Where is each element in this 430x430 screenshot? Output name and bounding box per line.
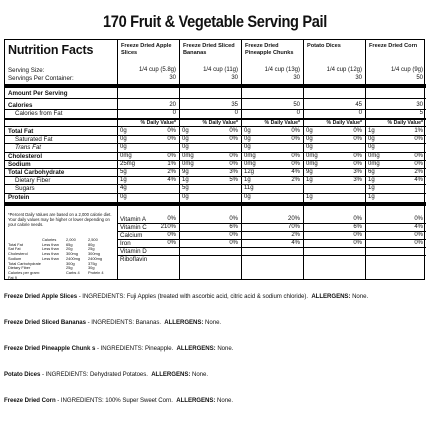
reference-cell: 300mg xyxy=(88,251,100,257)
nutrient-value: 0 xyxy=(234,110,238,116)
nutrient-value: 0% xyxy=(229,216,238,222)
nutrient-value: 0g xyxy=(120,136,127,142)
daily-value-header: % Daily Value* xyxy=(387,120,423,126)
nutrient-value: 0% xyxy=(167,128,176,134)
nutrient-value: 1g xyxy=(306,194,313,200)
nutrient-value: 4% xyxy=(167,177,176,183)
nutrient-value: 0% xyxy=(353,232,362,238)
nutrient-value: 2% xyxy=(167,169,176,175)
nutrient-label: Sodium xyxy=(8,161,31,168)
allergens-label: ALLERGENS: xyxy=(151,371,191,378)
nutrient-value: 50 xyxy=(416,75,423,81)
reference-cell: 2400mg xyxy=(66,255,81,261)
nutrient-value: 0g xyxy=(182,136,189,142)
vitamin-label: Vitamin D xyxy=(120,248,147,255)
product-column xyxy=(117,40,179,279)
nutrient-value: 0% xyxy=(229,232,238,238)
reference-cell: 65g xyxy=(66,241,73,247)
ingredient-product-name: Freeze Dried Apple Slices xyxy=(4,293,78,300)
product-name: Freeze Dried Apple Slices xyxy=(121,43,172,56)
nutrient-value: 0g xyxy=(182,194,189,200)
product-name: Freeze Dried Sliced Bananas xyxy=(183,43,235,56)
reference-cell: 2,500 xyxy=(88,237,98,242)
reference-cell: Dietary Fiber xyxy=(8,265,31,271)
nutrient-value: 0mg xyxy=(244,161,256,167)
ingredient-text: - INGREDIENTS: Pineapple. xyxy=(95,345,174,352)
nutrient-label: Total Carbohydrate xyxy=(8,169,65,176)
allergens-label: ALLERGENS: xyxy=(164,319,204,326)
reference-cell: Less than xyxy=(42,251,59,257)
allergens-value: None. xyxy=(203,319,222,326)
reference-cell: Less than xyxy=(42,246,59,252)
nutrient-label: Calories xyxy=(8,102,33,109)
nutrient-value: 35 xyxy=(231,102,238,108)
reference-cell: Sodium xyxy=(8,255,22,261)
vitamin-label: Iron xyxy=(120,240,131,247)
nutrient-value: 0% xyxy=(291,136,300,142)
reference-cell: Less than xyxy=(42,255,59,261)
nutrient-value: 0% xyxy=(353,216,362,222)
nutrient-value: 0g xyxy=(306,128,313,134)
nutrient-value: 2% xyxy=(291,232,300,238)
daily-value-header: % Daily Value* xyxy=(202,120,238,126)
nutrient-value: 0% xyxy=(291,161,300,167)
nutrient-value: 6% xyxy=(353,224,362,230)
reference-cell: 25g xyxy=(88,246,95,252)
nutrient-value: 0% xyxy=(414,240,423,246)
nutrient-value: 0% xyxy=(167,232,176,238)
ingredient-product-name: Potato Dices xyxy=(4,371,41,378)
nutrient-label: Trans Fat xyxy=(15,144,42,151)
nutrient-value: 9g xyxy=(182,169,189,175)
nutrient-value: 0% xyxy=(229,128,238,134)
nutrient-value: 0% xyxy=(353,153,362,159)
allergens-value: None. xyxy=(215,345,234,352)
nutrient-value: 25mg xyxy=(120,161,136,167)
vitamin-label: Vitamin A xyxy=(120,216,147,223)
ingredient-text: - INGREDIENTS: 100% Super Sweet Corn. xyxy=(55,397,173,404)
nutrient-value: 0g xyxy=(244,136,251,142)
nutrient-value: 0g xyxy=(368,136,375,142)
nutrient-value: 1g xyxy=(368,194,375,200)
nutrient-value: 1g xyxy=(244,177,251,183)
nutrient-value: 6g xyxy=(368,169,375,175)
reference-cell: 30g xyxy=(88,265,95,271)
nutrient-value: 0% xyxy=(353,161,362,167)
nutrient-value: 50 xyxy=(293,102,300,108)
nutrient-value: 0g xyxy=(244,194,251,200)
reference-cell: Total Fat xyxy=(8,241,23,247)
nutrient-value: 1g xyxy=(368,128,375,134)
allergens-value: None. xyxy=(350,293,369,300)
amount-per-serving-label: Amount Per Serving xyxy=(8,90,68,97)
nutrient-value: 1g xyxy=(182,177,189,183)
reference-cell: Calories per gram: Fat 9 xyxy=(8,269,41,280)
nutrient-label: Sugars xyxy=(15,185,35,192)
nutrient-label: Total Fat xyxy=(8,128,34,135)
product-name: Freeze Dried Corn xyxy=(369,43,418,49)
reference-cell: 300g xyxy=(66,260,75,266)
nutrient-value: 5g xyxy=(120,169,127,175)
nutrient-value: 1/4 cup (5.8g) xyxy=(138,67,176,73)
allergens-label: ALLERGENS: xyxy=(176,345,216,352)
nutrient-value: 5 xyxy=(419,110,423,116)
nutrient-value: 0% xyxy=(291,128,300,134)
nutrient-value: 0% xyxy=(167,153,176,159)
vitamin-label: Riboflavin xyxy=(120,256,148,263)
nutrient-value: 0g xyxy=(244,144,251,150)
nutrient-label: Calories from Fat xyxy=(15,110,63,117)
ingredient-line xyxy=(4,345,233,352)
nutrient-value: 1g xyxy=(368,185,375,191)
allergens-label: ALLERGENS: xyxy=(176,397,216,404)
nutrient-value: 0mg xyxy=(306,153,318,159)
nutrient-value: 4g xyxy=(120,185,127,191)
nutrient-value: 20% xyxy=(287,216,300,222)
ingredient-text: - INGREDIENTS: Bananas. xyxy=(85,319,161,326)
nutrient-value: 1% xyxy=(414,128,423,134)
nutrient-value: 30 xyxy=(169,75,176,81)
page-title: 170 Fruit & Vegetable Serving Pail xyxy=(103,12,327,31)
reference-cell: 2,000 xyxy=(66,237,76,242)
nutrient-value: 0mg xyxy=(368,161,380,167)
nutrient-value: 2% xyxy=(291,177,300,183)
nutrient-value: 45 xyxy=(355,102,362,108)
product-column xyxy=(241,40,303,279)
nutrient-value: 3% xyxy=(353,177,362,183)
reference-cell: Calories xyxy=(42,237,57,242)
daily-value-footnote: *Percent Daily Values are based on a 2,000 calorie diet. Your daily values may be higher or lower depending on your calorie needs. xyxy=(8,212,112,228)
nutrient-value: 0% xyxy=(167,240,176,246)
allergens-value: None. xyxy=(215,397,234,404)
nutrient-value: 1g xyxy=(368,177,375,183)
nutrient-value: 0% xyxy=(414,161,423,167)
nutrient-value: 0% xyxy=(229,240,238,246)
nutrient-value: 0% xyxy=(414,232,423,238)
nutrient-label: Cholesterol xyxy=(8,153,43,160)
nutrient-value: 4% xyxy=(291,240,300,246)
ingredient-line xyxy=(4,319,221,326)
nutrient-value: 0g xyxy=(368,144,375,150)
reference-cell: 80g xyxy=(88,241,95,247)
nutrient-value: 0mg xyxy=(120,153,132,159)
product-name: Potato Dices xyxy=(307,43,341,49)
ingredient-line xyxy=(4,293,368,300)
product-column xyxy=(303,40,365,279)
reference-row xyxy=(8,271,113,280)
reference-cell: Carbs 4 xyxy=(66,269,80,275)
nutrient-value: 0 xyxy=(358,110,362,116)
nutrient-value: 1/4 cup (12g) xyxy=(326,67,362,73)
nutrient-value: 1% xyxy=(167,161,176,167)
nutrient-value: 0g xyxy=(244,128,251,134)
nutrient-value: 9g xyxy=(306,169,313,175)
daily-value-reference-table xyxy=(8,238,113,280)
reference-cell: 25g xyxy=(66,265,73,271)
nutrient-value: 0% xyxy=(229,136,238,142)
ingredient-product-name: Freeze Dried Corn xyxy=(4,397,56,404)
vitamin-label: Vitamin C xyxy=(120,224,147,231)
product-name: Freeze Dried Pineapple Chunks xyxy=(245,43,294,56)
product-column xyxy=(179,40,241,279)
nutrient-value: 0% xyxy=(353,128,362,134)
nutrient-label: Protein xyxy=(8,194,30,201)
nutrient-value: 2% xyxy=(414,169,423,175)
vitamin-label: Calcium xyxy=(120,232,143,239)
ingredient-text: - INGREDIENTS: Fuji Apples (treated with ascorbic acid, citric acid & sodium chloride). xyxy=(77,293,309,300)
nutrition-facts-heading: Nutrition Facts xyxy=(8,43,94,57)
nutrient-value: 70% xyxy=(287,224,300,230)
nutrient-value: 1g xyxy=(306,177,313,183)
nutrient-value: 3% xyxy=(353,169,362,175)
nutrient-value: 0g xyxy=(306,144,313,150)
nutrient-label: Saturated Fat xyxy=(15,136,53,143)
nutrient-value: 0g xyxy=(120,128,127,134)
ingredient-text: - INGREDIENTS: Dehydrated Potatoes. xyxy=(40,371,148,378)
reference-cell: 300mg xyxy=(66,251,78,257)
nutrition-facts-panel xyxy=(4,39,425,280)
nutrient-value: 0% xyxy=(353,240,362,246)
nutrient-value: 0% xyxy=(353,136,362,142)
reference-cell: Less than xyxy=(42,241,59,247)
nutrient-value: 0g xyxy=(182,144,189,150)
ingredient-product-name: Freeze Dried Sliced Bananas xyxy=(4,319,86,326)
nutrient-value: 0% xyxy=(291,153,300,159)
nutrient-value: 1/4 cup (9g) xyxy=(390,67,423,73)
nutrient-value: 0% xyxy=(167,216,176,222)
nutrient-value: 4% xyxy=(414,224,423,230)
nutrient-value: 6% xyxy=(229,224,238,230)
nutrient-value: 0mg xyxy=(306,161,318,167)
nutrient-value: 1/4 cup (13g) xyxy=(264,67,300,73)
reference-cell: Sat Fat xyxy=(8,246,21,252)
product-column xyxy=(365,40,426,279)
reference-cell: Protein 4 xyxy=(88,269,104,275)
nutrient-value: 30 xyxy=(355,75,362,81)
reference-cell: Total Carbohydrate xyxy=(8,260,41,266)
nutrient-value: 0% xyxy=(229,153,238,159)
nutrient-value: 0mg xyxy=(182,153,194,159)
nutrient-value: 5% xyxy=(229,177,238,183)
daily-value-header: % Daily Value* xyxy=(140,120,176,126)
nutrient-value: 4% xyxy=(291,169,300,175)
nutrient-value: 3% xyxy=(229,169,238,175)
reference-cell: 375g xyxy=(88,260,97,266)
nutrient-value: 20 xyxy=(169,102,176,108)
nutrient-label: Dietary Fiber xyxy=(15,177,51,184)
nutrient-value: 0g xyxy=(120,144,127,150)
serving-size-label: Serving Size: xyxy=(8,67,45,74)
nutrient-value: 0% xyxy=(414,136,423,142)
daily-value-header: % Daily Value* xyxy=(326,120,362,126)
reference-cell: 2400mg xyxy=(88,255,103,261)
nutrient-value: 210% xyxy=(160,224,176,230)
nutrient-value: 0mg xyxy=(244,153,256,159)
nutrient-value: 30 xyxy=(231,75,238,81)
nutrient-value: 0mg xyxy=(182,161,194,167)
allergens-label: ALLERGENS: xyxy=(311,293,351,300)
reference-cell: Cholesterol xyxy=(8,251,28,257)
nutrient-value: 0g xyxy=(182,128,189,134)
nutrient-value: 0g xyxy=(306,136,313,142)
daily-value-header: % Daily Value* xyxy=(264,120,300,126)
nutrient-value: 1/4 cup (11g) xyxy=(203,67,238,73)
reference-cell xyxy=(42,271,66,280)
allergens-value: None. xyxy=(190,371,208,378)
nutrient-value: 0% xyxy=(414,153,423,159)
nutrient-value: 5g xyxy=(182,185,189,191)
nutrient-value: 0g xyxy=(120,194,127,200)
nutrient-value: 30 xyxy=(416,102,423,108)
nutrient-value: 1g xyxy=(120,177,127,183)
ingredient-line xyxy=(4,371,208,378)
ingredient-product-name: Freeze Dried Pineapple Chunk s xyxy=(4,345,96,352)
nutrient-value: 0% xyxy=(414,216,423,222)
nutrient-value: 0% xyxy=(229,161,238,167)
reference-cell: 20g xyxy=(66,246,73,252)
nutrient-value: 0mg xyxy=(368,153,380,159)
ingredient-line xyxy=(4,397,233,404)
nutrient-value: 11g xyxy=(244,185,254,191)
servings-per-container-label: Servings Per Container: xyxy=(8,75,74,82)
nutrient-value: 0 xyxy=(172,110,176,116)
nutrient-value: 0 xyxy=(296,110,300,116)
nutrient-value: 30 xyxy=(293,75,300,81)
nutrient-value: 0% xyxy=(167,136,176,142)
nutrient-value: 12g xyxy=(244,169,255,175)
nutrient-value: 4% xyxy=(414,177,423,183)
